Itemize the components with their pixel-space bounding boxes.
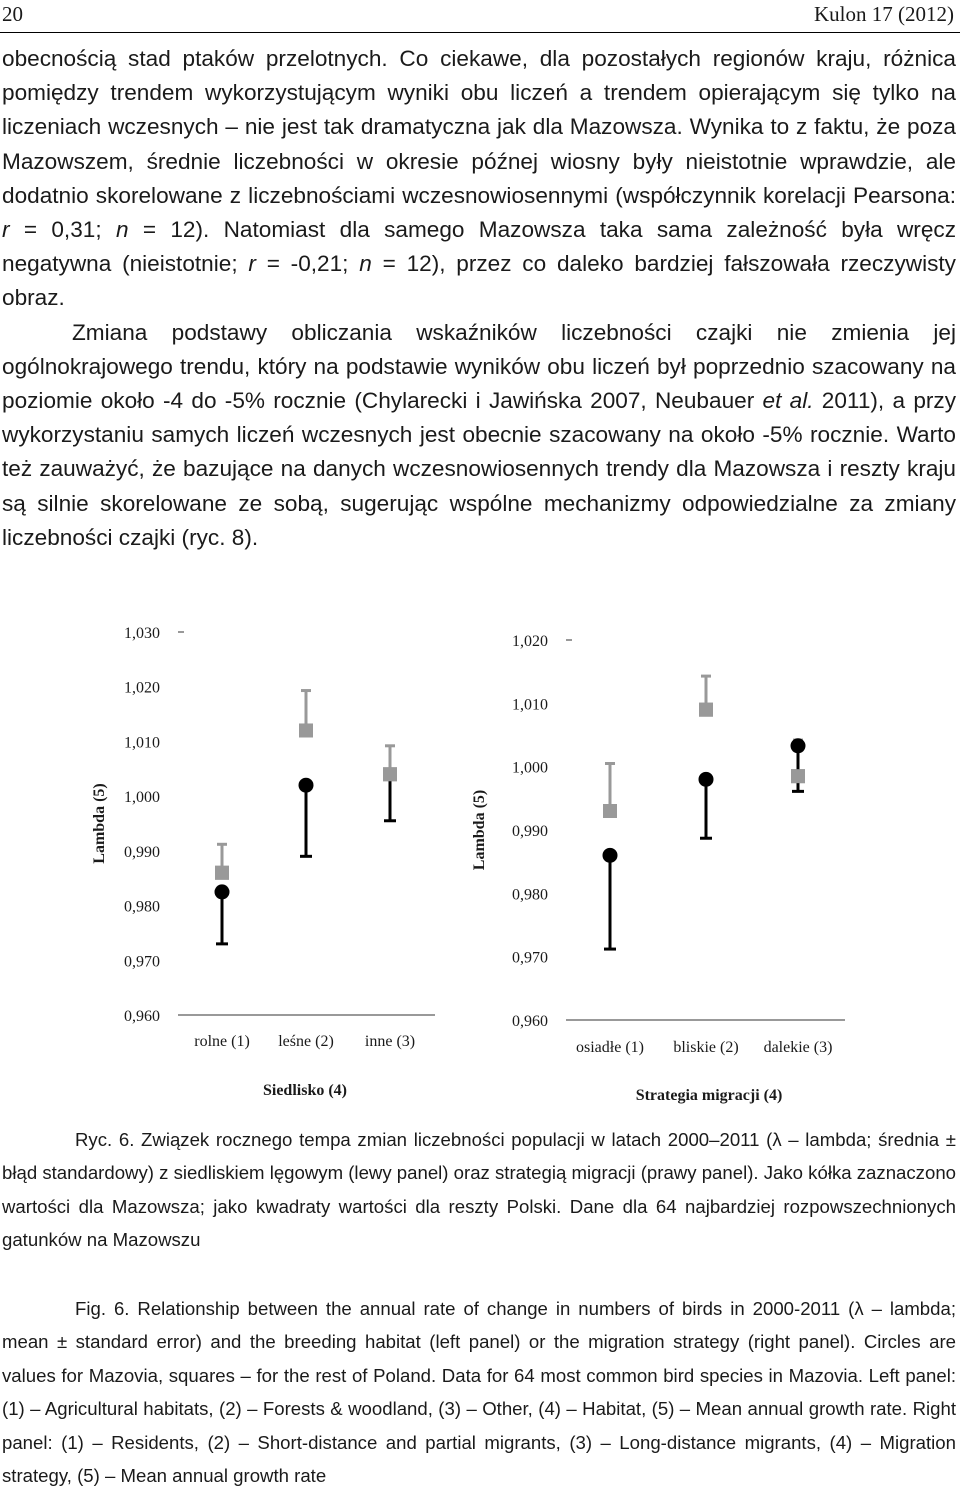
chart-habitat-svg	[90, 622, 450, 1102]
italic-symbol: n	[359, 251, 372, 277]
page-number: 20	[2, 2, 23, 26]
italic-symbol: n	[115, 217, 129, 243]
y-tick-label: 1,020	[512, 633, 548, 650]
figure-caption-pl: Ryc. 6. Związek rocznego tempa zmian liczebności populacji w latach 2000–2011 (λ – lambda; średnia ± błąd standardowy) z siedliskiem lęgowym (lewy panel) oraz strategią migracji (prawy panel). Jako kółka zaznaczono wartości dla Mazowsza; jako kwadraty wartości dla reszty Polski. Dane dla 64 najbardziej rozpowszechnionych gatunków na Mazowszu	[2, 1129, 956, 1251]
chart-migration-svg	[470, 622, 950, 1102]
x-category-label: rolne (1)	[194, 1033, 250, 1050]
square-marker-overlay	[383, 767, 397, 781]
text-run: = 0,31;	[9, 217, 116, 243]
square-marker-overlay	[299, 723, 313, 737]
y-tick-label: 0,980	[512, 886, 548, 904]
y-tick-label: 1,000	[512, 759, 548, 777]
text-run: = 12), przez co daleko bardziej fałszowała rzeczywisty obraz.	[2, 251, 956, 311]
journal-title: Kulon 17 (2012)	[814, 2, 954, 26]
text-run: 2011), a przy wykorzystaniu samych liczeń wczesnych jest obecnie szacowany na około -5% rocznie. Warto też zauważyć, że bazujące na danych wczesnowiosennych trendy dla Mazowsza i reszty kraju są silnie skorelowane ze sobą, sugerując wspólne mechanizmy odpowiedzialne za zmiany liczebności czajki (ryc. 8).	[2, 388, 957, 550]
text-run: = -0,21;	[255, 251, 360, 277]
running-header	[0, 0, 960, 33]
y-tick-label: 1,020	[124, 679, 160, 697]
x-axis-title: Siedlisko (4)	[262, 1082, 348, 1099]
x-category-label: dalekie (3)	[763, 1039, 833, 1056]
circle-marker	[215, 884, 230, 899]
text-run: Zmiana podstawy obliczania wskaźników liczebności czajki nie zmienia jej ogólnokrajowego trendu, który na podstawie wyników obu liczeń był poprzednio szacowany na poziomie około -4 do -5% rocznie (Chylarecki i Jawińska 2007, Neubauer	[2, 319, 956, 414]
x-axis-title: Strategia migracji (4)	[635, 1087, 783, 1104]
y-tick-label: 0,980	[124, 898, 160, 916]
x-category-label: osiadłe (1)	[576, 1039, 644, 1056]
square-marker-overlay	[603, 804, 617, 818]
italic-symbol: r	[248, 251, 256, 277]
text-run: obecnością stad ptaków przelotnych. Co ciekawe, dla pozostałych regionów kraju, różnica pomiędzy trendem wykorzystującym wyniki obu liczeń a trendem opierającym się tylko na liczeniach wczesnych – nie jest tak dramatyczna jak dla Mazowsza. Wynika to z faktu, że poza Mazowszem, średnie liczebności w okresie późnej wiosny były nieistotnie wprawdzie, ale dodatnio skorelowane z liczebnościami wczesnowiosennymi (współczynnik korelacji Pearsona:	[2, 46, 956, 208]
paragraph-2	[2, 316, 956, 555]
y-tick-label: 1,010	[124, 734, 160, 752]
circle-marker	[603, 848, 618, 863]
x-category-label: leśne (2)	[278, 1033, 334, 1050]
square-marker-overlay	[215, 866, 229, 880]
y-tick-label: 0,990	[512, 823, 548, 840]
y-tick-label: 0,970	[124, 953, 160, 971]
square-marker-overlay	[791, 769, 805, 783]
y-axis-label: Lambda (5)	[471, 789, 488, 871]
y-tick-label: 1,010	[512, 696, 548, 714]
italic-symbol: et al.	[762, 388, 814, 414]
y-tick-label: 0,960	[124, 1008, 160, 1025]
x-category-label: bliskie (2)	[673, 1039, 739, 1056]
body-text	[2, 42, 956, 555]
square-marker-overlay	[699, 703, 713, 717]
y-tick-label: 1,030	[124, 625, 160, 642]
chart-habitat	[90, 622, 450, 1102]
y-tick-label: 0,960	[512, 1013, 548, 1030]
italic-symbol: r	[2, 217, 10, 243]
chart-migration	[470, 622, 950, 1102]
circle-marker	[299, 778, 314, 793]
circle-marker	[791, 738, 806, 753]
figure-caption-en: Fig. 6. Relationship between the annual rate of change in numbers of birds in 2000-2011 (λ – lambda; mean ± standard error) and the breeding habitat (left panel) or the migration strategy (right panel). Circles are values for Mazovia, squares – for the rest of Poland. Data for 64 most common bird species in Mazovia. Left panel: (1) – Agricultural habitats, (2) – Forests & woodland, (3) – Other, (4) – Habitat, (5) – Mean annual growth rate. Right panel: (1) – Residents, (2) – Short-distance and partial migrants, (3) – Long-distance migrants, (4) – Migration strategy, (5) – Mean annual growth rate	[2, 1298, 956, 1487]
text-run: = 12). Natomiast dla samego Mazowsza taka sama zależność była wręcz negatywna (nieistotnie;	[2, 217, 956, 277]
y-tick-label: 0,970	[512, 949, 548, 967]
x-category-label: inne (3)	[364, 1033, 416, 1050]
y-tick-label: 1,000	[124, 789, 160, 807]
paragraph-1	[2, 42, 956, 316]
circle-marker	[699, 772, 714, 787]
y-axis-label: Lambda (5)	[91, 783, 108, 864]
y-tick-label: 0,990	[124, 843, 160, 861]
